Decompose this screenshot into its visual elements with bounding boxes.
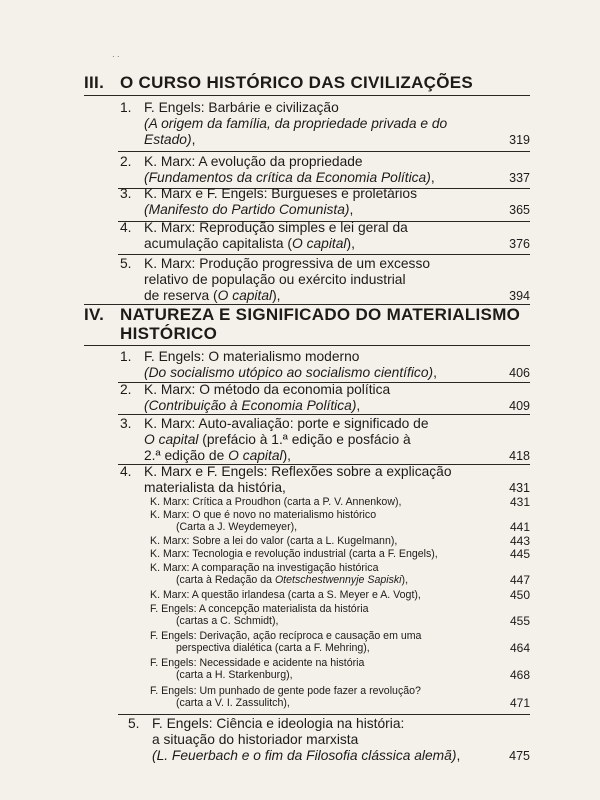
- entry-line: [150, 669, 530, 681]
- text-segment: (carta à Redação da: [176, 574, 275, 586]
- entry-line: [144, 272, 530, 288]
- page-number: 431: [509, 495, 530, 509]
- text-segment: ),: [282, 448, 292, 463]
- title-italic: (Fundamentos da crítica da Economia Política): [144, 170, 431, 185]
- text-segment: K. Marx: Tecnologia e revolução industrial (carta a F. Engels),: [150, 548, 438, 560]
- text-segment: F. Engels: Derivação, ação recíproca e causação em uma: [150, 630, 422, 642]
- toc-subentry: [150, 562, 530, 586]
- entry-line: [144, 349, 530, 365]
- title-italic: O capital: [144, 432, 199, 447]
- part-title-text: O CURSO HISTÓRICO DAS CIVILIZAÇÕES: [120, 73, 474, 92]
- entry-line: [150, 697, 530, 709]
- entry-line: [150, 685, 530, 697]
- entry-rule: [118, 414, 530, 415]
- text-segment: F. Engels: A concepção materialista da história: [150, 603, 369, 615]
- entry-body: [144, 464, 530, 496]
- title-italic: (Do socialismo utópico ao socialismo científico): [144, 365, 434, 380]
- entry-line: [144, 416, 530, 432]
- toc-entry: [120, 256, 530, 304]
- entry-number: 4.: [120, 220, 132, 235]
- page-number: 337: [509, 171, 530, 185]
- entry-line: [144, 256, 530, 272]
- entry-body: [144, 220, 530, 252]
- toc-subentry: [150, 589, 530, 601]
- title-italic: (L. Feuerbach e o fim da Filosofia clássica alemã): [152, 748, 457, 763]
- page-number: 468: [509, 668, 530, 682]
- text-segment: (carta a V. I. Zassulitch),: [176, 697, 290, 709]
- text-segment: perspectiva dialética (carta a F. Mehring),: [176, 642, 370, 654]
- entry-line: [150, 642, 530, 654]
- entry-line: [150, 562, 530, 574]
- text-segment: relativo de população ou exército industrial: [144, 272, 406, 287]
- page-number: 409: [509, 399, 530, 413]
- page-number: 464: [509, 641, 530, 655]
- entry-rule: [118, 151, 530, 152]
- entry-number: 2.: [120, 382, 132, 397]
- entry-line: [150, 657, 530, 669]
- entry-line: [152, 748, 530, 764]
- entry-line: [152, 716, 530, 732]
- toc-subentry: [150, 535, 530, 547]
- entry-line: [144, 398, 530, 414]
- text-segment: K. Marx: O que é novo no materialismo histórico: [150, 509, 377, 521]
- text-segment: ,: [430, 170, 435, 185]
- entry-body: [144, 100, 530, 148]
- entry-line: [144, 236, 530, 252]
- text-segment: K. Marx: Auto-avaliação: porte e significado de: [144, 416, 429, 431]
- entry-number: 1.: [120, 100, 132, 115]
- part-heading-iii: [84, 74, 473, 92]
- text-segment: ,: [356, 398, 361, 413]
- entry-line: [144, 480, 530, 496]
- toc-subentry: [150, 685, 530, 709]
- toc-entry: [120, 349, 530, 381]
- entry-line: [150, 603, 530, 615]
- entry-body: [144, 416, 530, 464]
- entry-body: [152, 716, 530, 764]
- toc-entry: [120, 154, 530, 186]
- entry-line: [150, 589, 530, 601]
- text-segment: K. Marx: A evolução da propriedade: [144, 154, 363, 169]
- entry-number: 3.: [120, 416, 132, 431]
- text-segment: K. Marx: Crítica a Proudhon (carta a P. V. Annenkow),: [150, 496, 402, 508]
- entry-number: 5.: [120, 256, 132, 271]
- text-segment: ,: [191, 132, 196, 147]
- entry-line: [144, 202, 530, 218]
- page-number: 376: [509, 237, 530, 251]
- text-segment: ,: [349, 202, 354, 217]
- entry-number: 4.: [120, 464, 132, 479]
- entry-line: [144, 170, 530, 186]
- page-number: 431: [509, 481, 530, 495]
- title-italic: O capital: [292, 236, 347, 251]
- entry-line: [150, 615, 530, 627]
- text-segment: acumulação capitalista (: [144, 236, 293, 251]
- part-title-text: NATUREZA E SIGNIFICADO DO MATERIALISMO: [120, 305, 521, 324]
- entry-line: [150, 535, 530, 547]
- entry-line: [144, 100, 530, 116]
- page-number: 394: [509, 289, 530, 303]
- entry-line: [150, 548, 530, 560]
- entry-body: [144, 186, 530, 218]
- page-number: 365: [509, 203, 530, 217]
- text-segment: F. Engels: Barbárie e civilização: [144, 100, 339, 115]
- entry-body: [144, 256, 530, 304]
- page-number: 455: [509, 614, 530, 628]
- page-number: 447: [509, 573, 530, 587]
- entry-line: [150, 496, 530, 508]
- title-italic: O capital: [228, 448, 283, 463]
- entry-rule: [118, 254, 530, 255]
- entry-line: [150, 521, 530, 533]
- text-segment: materialista da história,: [144, 480, 286, 495]
- entry-number: 3.: [120, 186, 132, 201]
- toc-subentry: [150, 496, 530, 508]
- entry-line: [144, 432, 530, 448]
- text-segment: F. Engels: O materialismo moderno: [144, 349, 360, 364]
- entry-line: [144, 464, 530, 480]
- part-title-continuation: HISTÓRICO: [120, 324, 218, 343]
- entry-line: [144, 220, 530, 236]
- entry-line: [144, 382, 530, 398]
- entry-number: 1.: [120, 349, 132, 364]
- entry-line: [144, 448, 530, 464]
- entry-line: [152, 732, 530, 748]
- text-segment: K. Marx: Reprodução simples e lei geral da: [144, 220, 408, 235]
- entry-body: [144, 382, 530, 414]
- page-number: 443: [509, 534, 530, 548]
- entry-line: [144, 288, 530, 304]
- toc-entry: [120, 220, 530, 252]
- text-segment: (Carta a J. Weydemeyer),: [176, 521, 298, 533]
- entry-line: [144, 186, 530, 202]
- entry-rule: [118, 714, 530, 715]
- text-segment: F. Engels: Ciência e ideologia na história:: [152, 716, 405, 731]
- page-number: 471: [509, 696, 530, 710]
- toc-subentry: [150, 657, 530, 681]
- title-italic: Otetschestwennyje Sapiski: [274, 574, 402, 586]
- text-segment: K. Marx: A questão irlandesa (carta a S. Meyer e A. Vogt),: [150, 589, 421, 601]
- text-segment: ),: [272, 288, 281, 303]
- page-number: 441: [509, 520, 530, 534]
- text-segment: K. Marx e F. Engels: Reflexões sobre a explicação: [144, 464, 452, 479]
- title-italic: (Contribuição à Economia Política): [144, 398, 357, 413]
- part-number: IV.: [84, 305, 105, 324]
- entry-line: [150, 574, 530, 586]
- title-italic: (A origem da família, da propriedade privada e do: [144, 116, 448, 131]
- text-segment: F. Engels: Necessidade e acidente na história: [150, 657, 365, 669]
- toc-entry: [120, 464, 530, 496]
- part-heading-iv: [84, 305, 521, 343]
- ink-speck: · ·: [112, 52, 120, 61]
- text-segment: K. Marx: Produção progressiva de um excesso: [144, 256, 431, 271]
- toc-subentry: [150, 509, 530, 533]
- entry-body: [144, 349, 530, 381]
- text-segment: (prefácio à 1.ª edição e posfácio à: [198, 432, 411, 447]
- entry-line: [150, 509, 530, 521]
- toc-subentry: [150, 630, 530, 654]
- text-segment: K. Marx e F. Engels: Burgueses e proletários: [144, 186, 418, 201]
- entry-line: [150, 630, 530, 642]
- entry-line: [144, 365, 530, 381]
- entry-line: [144, 116, 530, 132]
- title-italic: O capital: [217, 288, 273, 303]
- text-segment: ,: [433, 365, 437, 380]
- text-segment: ,: [456, 748, 461, 763]
- page-number: 450: [509, 588, 530, 602]
- toc-entry-last: [128, 716, 530, 764]
- toc-subentry: [150, 548, 530, 560]
- toc-entry: [120, 100, 530, 148]
- text-segment: F. Engels: Um punhado de gente pode fazer a revolução?: [150, 685, 421, 697]
- toc-subentry: [150, 603, 530, 627]
- toc-entry: [120, 382, 530, 414]
- entry-line: [144, 132, 530, 148]
- page-number: 319: [509, 133, 530, 147]
- text-segment: K. Marx: A comparação na investigação histórica: [150, 562, 379, 574]
- entry-body: [144, 154, 530, 186]
- heading-rule: [84, 345, 530, 346]
- heading-rule: [84, 95, 530, 96]
- text-segment: ),: [401, 574, 409, 586]
- text-segment: K. Marx: Sobre a lei do valor (carta a L. Kugelmann),: [150, 535, 398, 547]
- text-segment: de reserva (: [144, 288, 218, 303]
- text-segment: 2.ª edição de: [144, 448, 229, 463]
- page-number: 445: [509, 547, 530, 561]
- text-segment: ),: [346, 236, 355, 251]
- page-number: 406: [509, 366, 530, 380]
- title-italic: Estado): [144, 132, 192, 147]
- text-segment: a situação do historiador marxista: [152, 732, 359, 747]
- text-segment: (carta a H. Starkenburg),: [176, 669, 293, 681]
- text-segment: (cartas a C. Schmidt),: [176, 615, 279, 627]
- title-italic: (Manifesto do Partido Comunista): [144, 202, 350, 217]
- entry-number: 2.: [120, 154, 132, 169]
- part-number: III.: [84, 73, 105, 92]
- page-number: 475: [509, 749, 530, 763]
- entry-line: [144, 154, 530, 170]
- toc-entry: [120, 186, 530, 218]
- text-segment: K. Marx: O método da economia política: [144, 382, 391, 397]
- toc-entry: [120, 416, 530, 464]
- page-number: 418: [509, 449, 530, 463]
- entry-number: 5.: [128, 716, 140, 731]
